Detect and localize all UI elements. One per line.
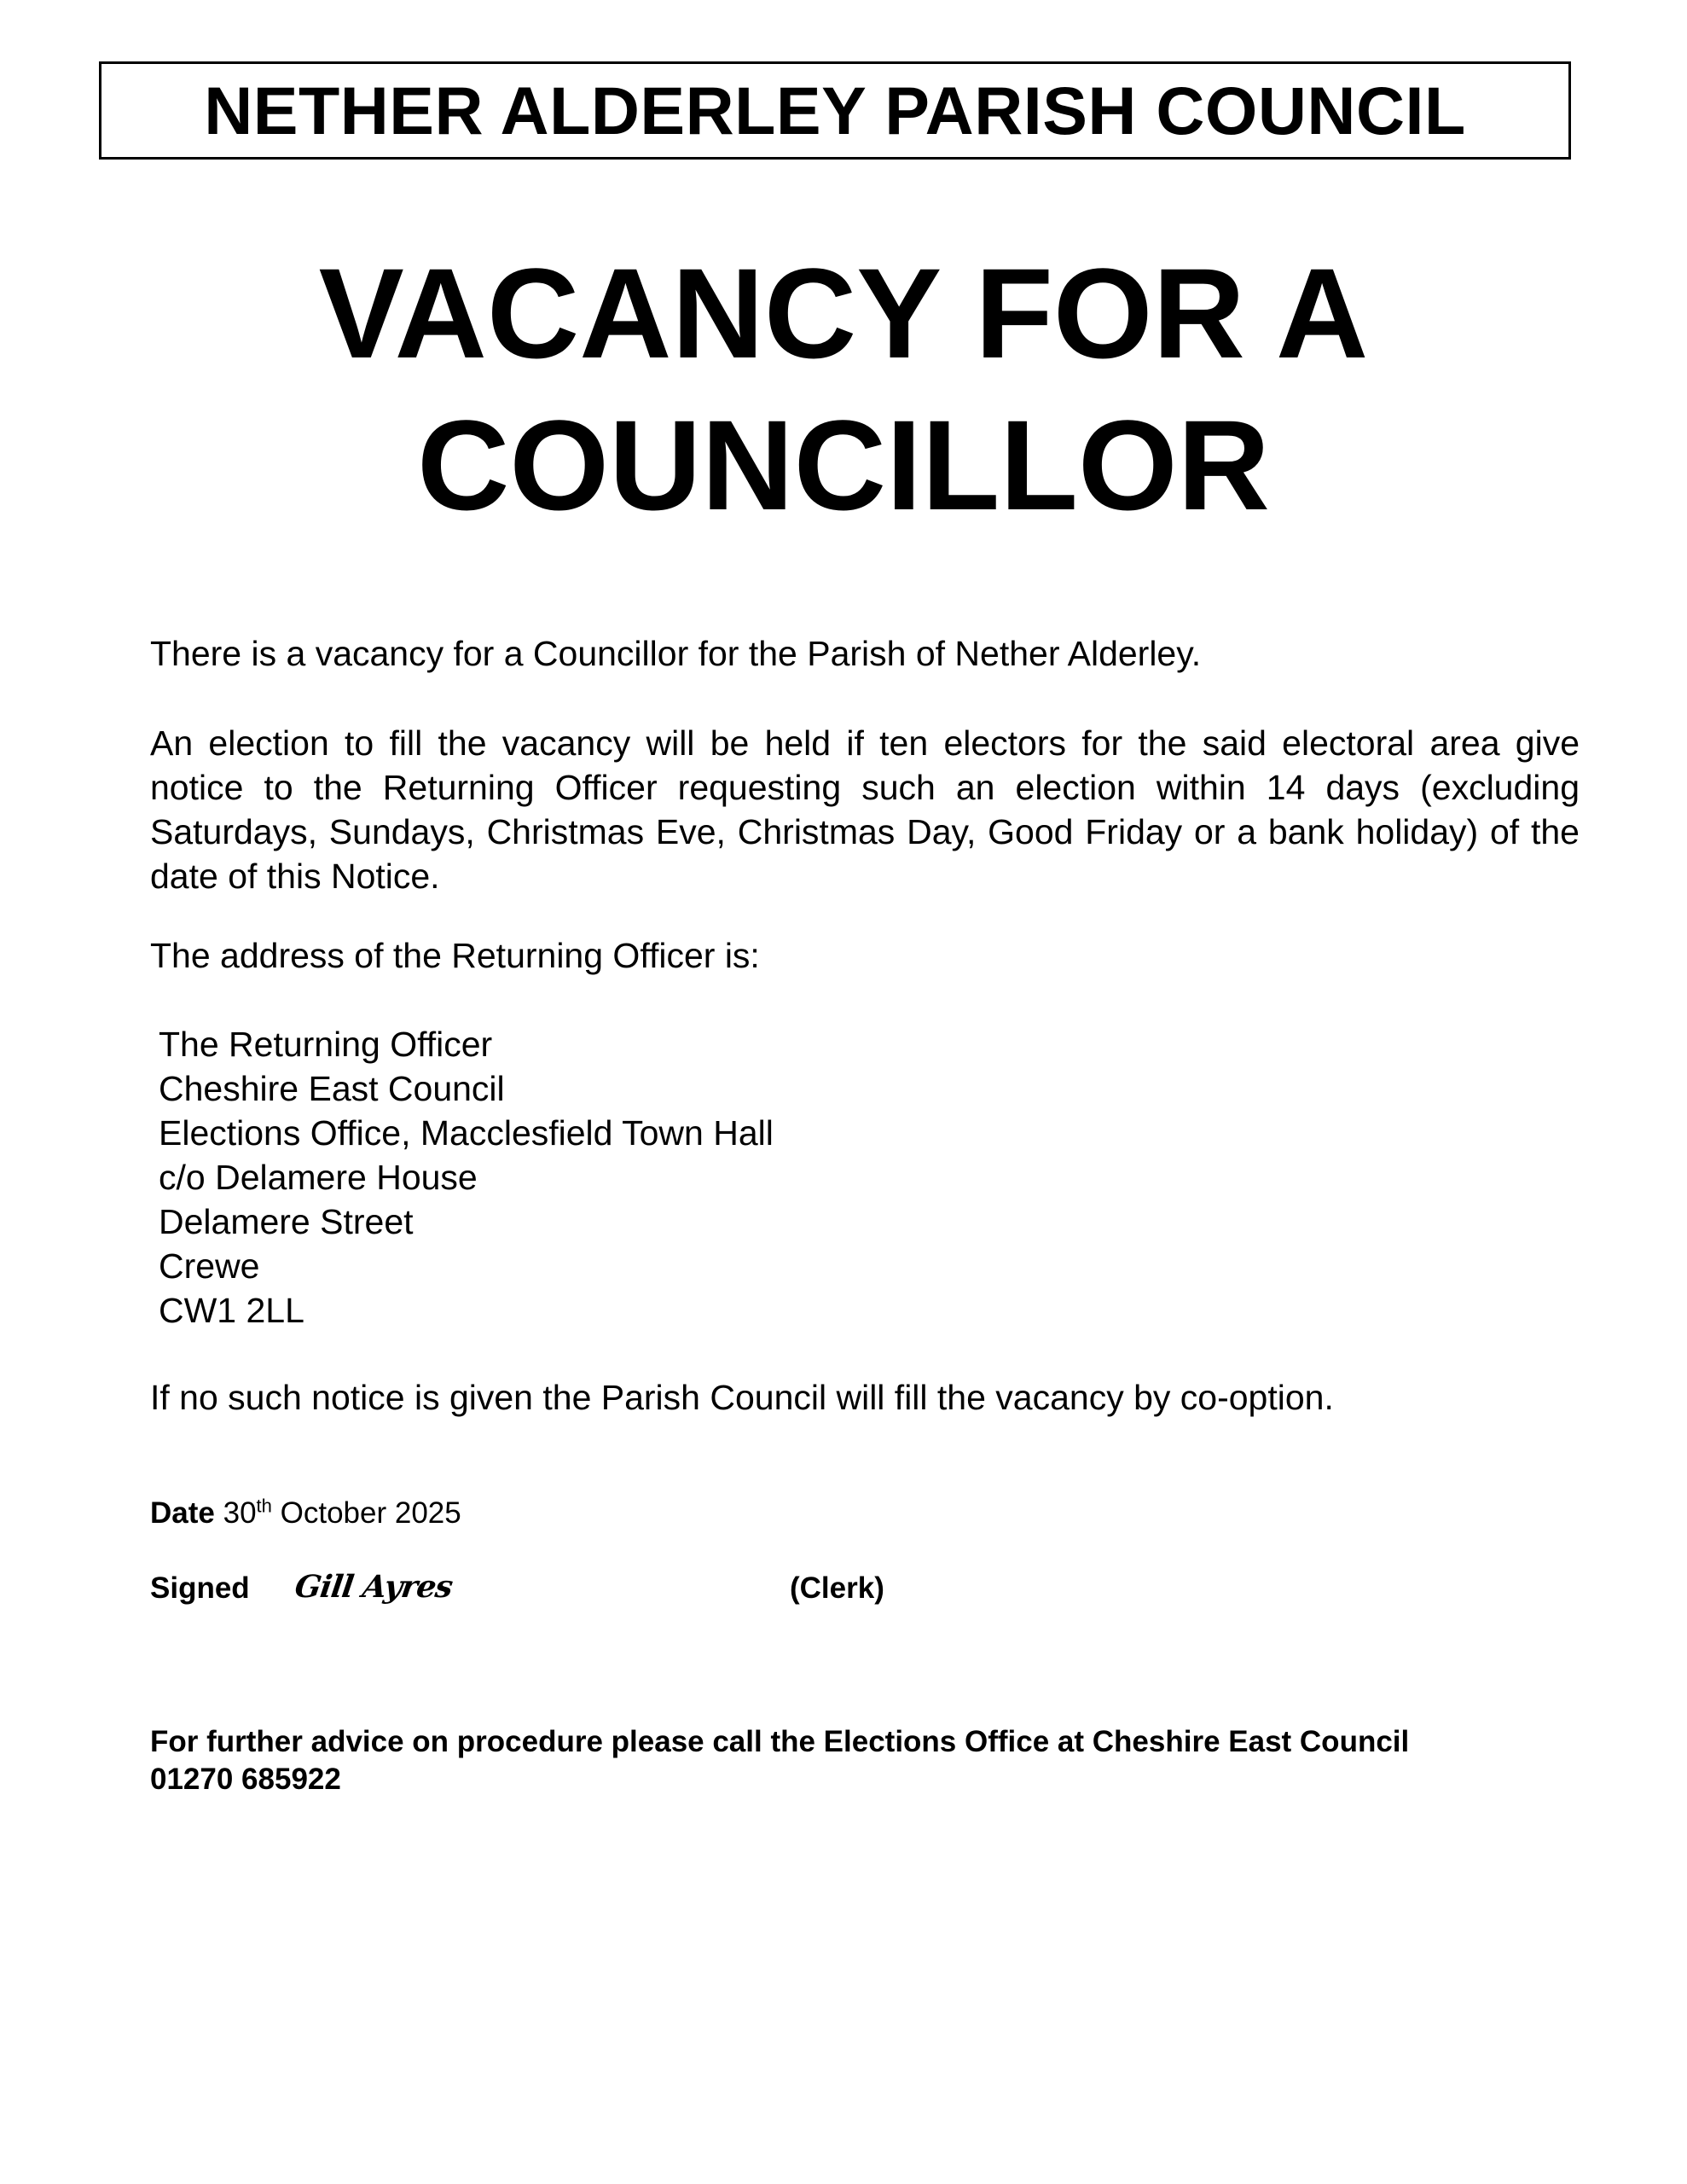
header-box <box>99 61 1571 160</box>
election-notice-paragraph: An election to fill the vacancy will be held if ten electors for the said electoral area give notice to the Returning Officer requesting such an election within 14 days (excluding Saturdays, Sundays, Christmas Eve, Christmas Day, Good Friday or a bank holiday) of the date of this Notice. <box>150 723 1580 896</box>
cooption-paragraph: If no such notice is given the Parish Council will fill the vacancy by co-option. <box>150 1378 1334 1417</box>
date-suffix: th <box>256 1495 272 1517</box>
date-month-year: October 2025 <box>280 1496 461 1530</box>
advice-phone: 01270 685922 <box>150 1763 341 1796</box>
address-line: c/o Delamere House <box>159 1158 478 1197</box>
clerk-role: (Clerk) <box>790 1571 884 1605</box>
clerk-signature: Gill Ayres <box>293 1569 455 1605</box>
returning-officer-address <box>159 1022 774 1333</box>
address-line: Cheshire East Council <box>159 1069 505 1108</box>
address-line: Crewe <box>159 1246 260 1286</box>
intro-paragraph: There is a vacancy for a Councillor for the Parish of Nether Alderley. <box>150 634 1202 673</box>
signed-label: Signed <box>150 1571 250 1605</box>
address-intro: The address of the Returning Officer is: <box>150 936 760 975</box>
notice-title-line-1: VACANCY FOR A <box>318 241 1369 385</box>
address-line: Delamere Street <box>159 1202 414 1241</box>
address-line: The Returning Officer <box>159 1025 493 1064</box>
date-line <box>150 1496 461 1531</box>
advice-note <box>150 1723 1409 1798</box>
notice-title-line-2: COUNCILLOR <box>417 393 1270 537</box>
council-name: NETHER ALDERLEY PARISH COUNCIL <box>204 73 1466 148</box>
address-line: CW1 2LL <box>159 1291 304 1330</box>
date-day: 30 <box>223 1496 257 1530</box>
advice-text: For further advice on procedure please call the Elections Office at Cheshire East Council <box>150 1725 1410 1758</box>
address-line: Elections Office, Macclesfield Town Hall <box>159 1113 774 1153</box>
date-label: Date <box>150 1496 215 1530</box>
